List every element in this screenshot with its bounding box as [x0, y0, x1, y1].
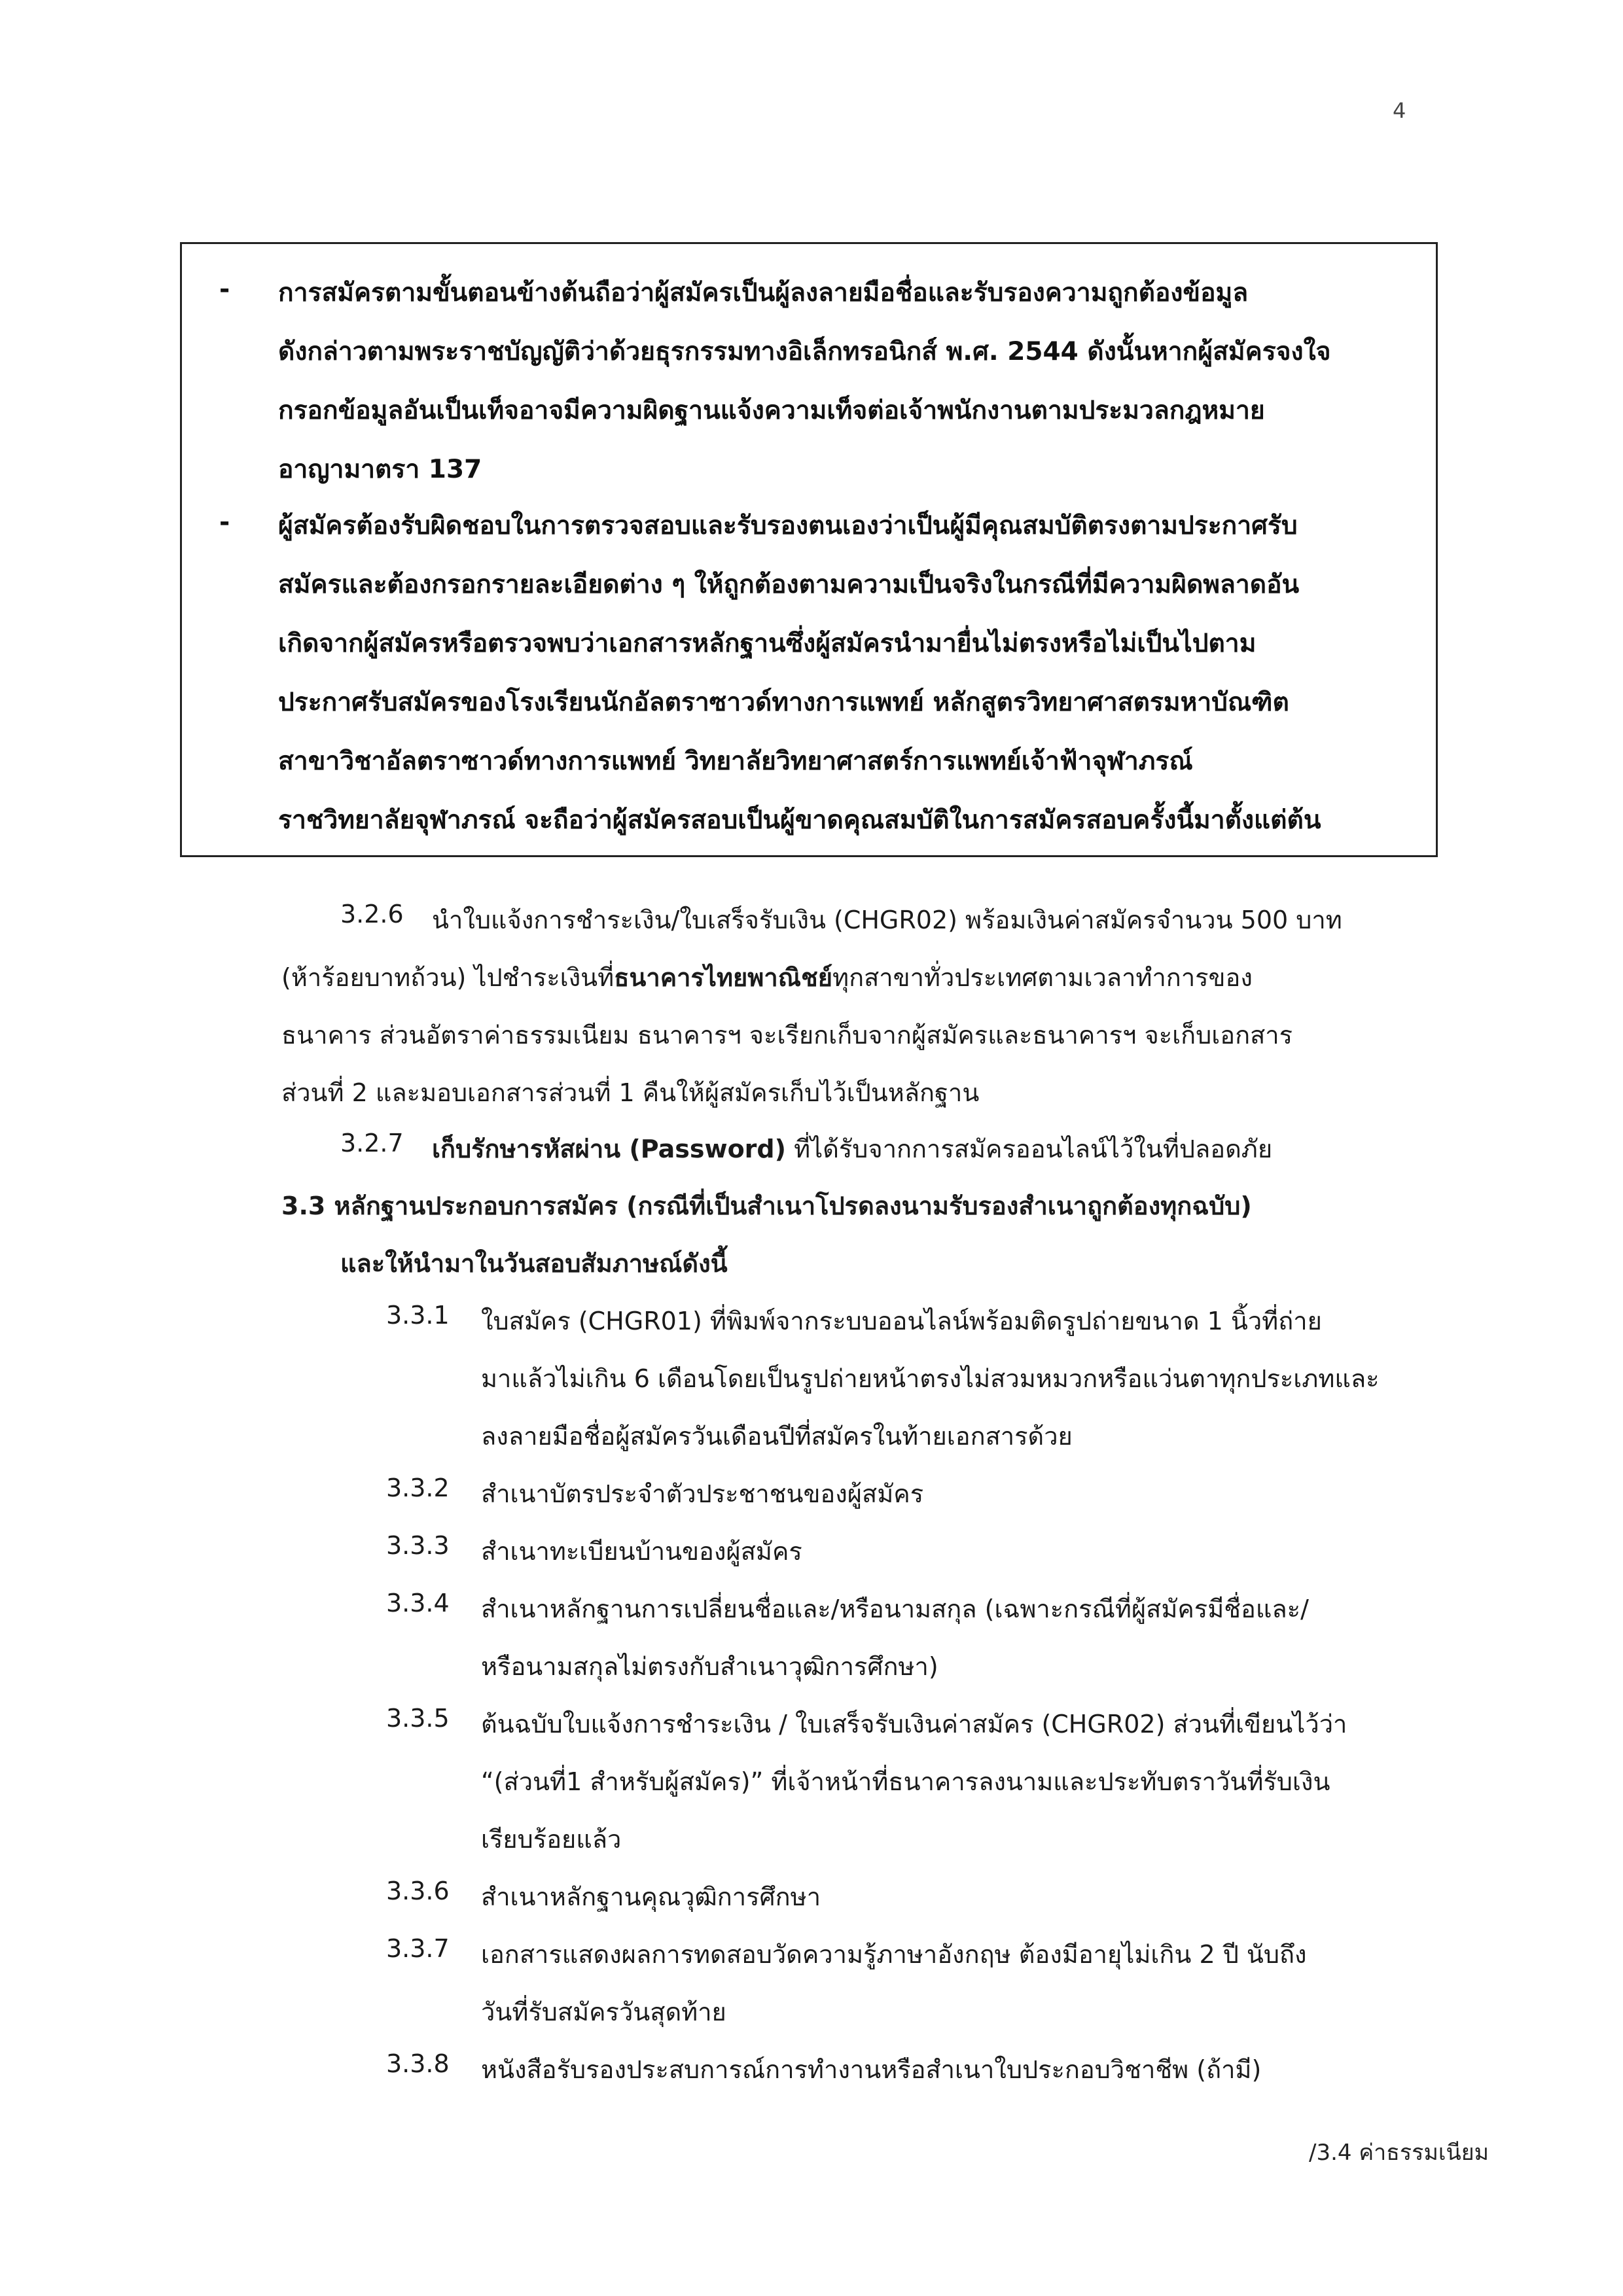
- page-number: 4: [1393, 98, 1406, 123]
- text-run: ที่ได้รับจากการสมัครออนไลน์ไว้ในที่ปลอดภัย: [785, 1135, 1273, 1163]
- item-number: 3.3.3: [386, 1531, 450, 1560]
- item-number: 3.3.6: [386, 1877, 450, 1905]
- paragraph-line: ส่วนที่ 2 และมอบเอกสารส่วนที่ 1 คืนให้ผู้สมัครเก็บไว้เป็นหลักฐาน: [281, 1078, 980, 1107]
- bank-name: ธนาคารไทยพาณิชย์: [614, 963, 833, 992]
- notice-line: สมัครและต้องกรอกรายละเอียดต่าง ๆ ให้ถูกต้องตามความเป็นจริงในกรณีที่มีความผิดพลาดอัน: [278, 570, 1300, 599]
- text-run: ทุกสาขาทั่วประเทศตามเวลาทำการของ: [832, 963, 1253, 992]
- password-emphasis: เก็บรักษารหัสผ่าน (Password): [432, 1135, 786, 1163]
- item-line: สำเนาบัตรประจำตัวประชาชนของผู้สมัคร: [481, 1479, 924, 1508]
- notice-line: อาญามาตรา 137: [278, 455, 482, 484]
- item-line: สำเนาทะเบียนบ้านของผู้สมัคร: [481, 1537, 802, 1566]
- item-number: 3.3.2: [386, 1474, 450, 1502]
- notice-line: สาขาวิชาอัลตราซาวด์ทางการแพทย์ วิทยาลัยวิทยาศาสตร์การแพทย์เจ้าฟ้าจุฬาภรณ์: [278, 747, 1193, 776]
- item-number: 3.3.7: [386, 1934, 450, 1963]
- notice-line: การสมัครตามขั้นตอนข้างต้นถือว่าผู้สมัครเป็นผู้ลงลายมือชื่อและรับรองความถูกต้องข้อมูล: [278, 278, 1249, 308]
- item-line: หนังสือรับรองประสบการณ์การทำงานหรือสำเนาใบประกอบวิชาชีพ (ถ้ามี): [481, 2055, 1262, 2084]
- item-line: หรือนามสกุลไม่ตรงกับสำเนาวุฒิการศึกษา): [481, 1652, 938, 1681]
- item-line: เรียบร้อยแล้ว: [481, 1825, 622, 1854]
- item-line: “(ส่วนที่1 สำหรับผู้สมัคร)” ที่เจ้าหน้าที่ธนาคารลงนามและประทับตราวันที่รับเงิน: [481, 1767, 1330, 1796]
- item-number: 3.3.1: [386, 1301, 450, 1330]
- continuation-footer: /3.4 ค่าธรรมเนียม: [1309, 2140, 1489, 2166]
- notice-line: ราชวิทยาลัยจุฬาภรณ์ จะถือว่าผู้สมัครสอบเป็นผู้ขาดคุณสมบัติในการสมัครสอบครั้งนี้มาตั้งแต่ต้น: [278, 805, 1321, 835]
- item-number: 3.2.6: [340, 900, 404, 928]
- notice-line: ดังกล่าวตามพระราชบัญญัติว่าด้วยธุรกรรมทางอิเล็กทรอนิกส์ พ.ศ. 2544 ดังนั้นหากผู้สมัครจงใจ: [278, 337, 1331, 366]
- section-3-3-heading-cont: และให้นำมาในวันสอบสัมภาษณ์ดังนี้: [340, 1249, 728, 1278]
- bullet-dash: -: [219, 508, 230, 537]
- section-3-3-heading: 3.3 หลักฐานประกอบการสมัคร (กรณีที่เป็นสำเนาโปรดลงนามรับรองสำเนาถูกต้องทุกฉบับ): [281, 1192, 1252, 1220]
- notice-line: ประกาศรับสมัครของโรงเรียนนักอัลตราซาวด์ทางการแพทย์ หลักสูตรวิทยาศาสตรมหาบัณฑิต: [278, 688, 1289, 717]
- paragraph-line: ธนาคาร ส่วนอัตราค่าธรรมเนียม ธนาคารฯ จะเรียกเก็บจากผู้สมัครและธนาคารฯ จะเก็บเอกสาร: [281, 1021, 1293, 1050]
- item-line: ใบสมัคร (CHGR01) ที่พิมพ์จากระบบออนไลน์พร้อมติดรูปถ่ายขนาด 1 นิ้วที่ถ่าย: [481, 1307, 1322, 1335]
- paragraph-line: [281, 957, 1253, 997]
- notice-line: กรอกข้อมูลอันเป็นเท็จอาจมีความผิดฐานแจ้งความเท็จต่อเจ้าพนักงานตามประมวลกฎหมาย: [278, 396, 1265, 425]
- notice-line: ผู้สมัครต้องรับผิดชอบในการตรวจสอบและรับรองตนเองว่าเป็นผู้มีคุณสมบัติตรงตามประกาศรับ: [278, 511, 1298, 540]
- item-number: 3.3.5: [386, 1704, 450, 1733]
- item-line: สำเนาหลักฐานคุณวุฒิการศึกษา: [481, 1882, 821, 1911]
- item-line: สำเนาหลักฐานการเปลี่ยนชื่อและ/หรือนามสกุล (เฉพาะกรณีที่ผู้สมัครมีชื่อและ/: [481, 1595, 1309, 1623]
- text-run: (ห้าร้อยบาทถ้วน) ไปชำระเงินที่: [281, 963, 615, 992]
- paragraph-line: นำใบแจ้งการชำระเงิน/ใบเสร็จรับเงิน (CHGR02) พร้อมเงินค่าสมัครจำนวน 500 บาท: [432, 906, 1342, 934]
- notice-line: เกิดจากผู้สมัครหรือตรวจพบว่าเอกสารหลักฐานซึ่งผู้สมัครนำมายื่นไม่ตรงหรือไม่เป็นไปตาม: [278, 629, 1257, 658]
- item-number: 3.3.8: [386, 2049, 450, 2078]
- item-line: มาแล้วไม่เกิน 6 เดือนโดยเป็นรูปถ่ายหน้าตรงไม่สวมหมวกหรือแว่นตาทุกประเภทและ: [481, 1364, 1380, 1393]
- item-number: 3.3.4: [386, 1589, 450, 1617]
- item-line: ลงลายมือชื่อผู้สมัครวันเดือนปีที่สมัครในท้ายเอกสารด้วย: [481, 1422, 1073, 1451]
- item-line: เอกสารแสดงผลการทดสอบวัดความรู้ภาษาอังกฤษ ต้องมีอายุไม่เกิน 2 ปี นับถึง: [481, 1940, 1307, 1969]
- bullet-dash: -: [219, 275, 230, 304]
- paragraph-line: [432, 1129, 1272, 1169]
- item-line: วันที่รับสมัครวันสุดท้าย: [481, 1998, 726, 2026]
- item-number: 3.2.7: [340, 1129, 404, 1157]
- item-line: ต้นฉบับใบแจ้งการชำระเงิน / ใบเสร็จรับเงินค่าสมัคร (CHGR02) ส่วนที่เขียนไว้ว่า: [481, 1710, 1347, 1739]
